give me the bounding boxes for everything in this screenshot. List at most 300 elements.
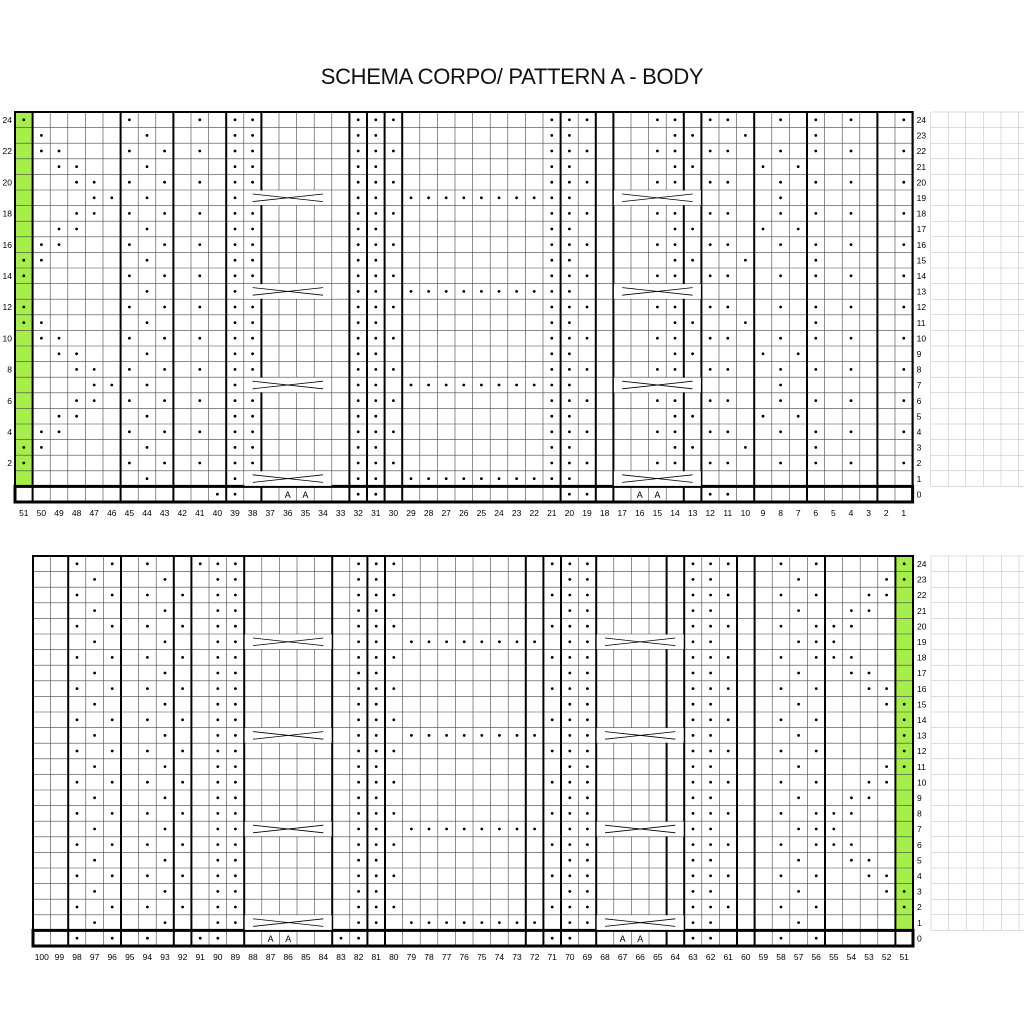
purl-dot xyxy=(533,290,536,293)
column-number: 77 xyxy=(441,952,452,962)
column-number: 80 xyxy=(389,952,399,962)
purl-dot xyxy=(692,625,695,628)
purl-dot xyxy=(850,625,853,628)
purl-dot xyxy=(22,446,25,449)
purl-dot xyxy=(146,196,149,199)
purl-dot xyxy=(146,165,149,168)
purl-dot xyxy=(146,937,149,940)
purl-dot xyxy=(885,781,888,784)
purl-dot xyxy=(726,399,729,402)
purl-dot xyxy=(164,672,167,675)
purl-dot xyxy=(568,118,571,121)
purl-dot xyxy=(93,196,96,199)
purl-dot xyxy=(480,640,483,643)
row-number-left: 8 xyxy=(7,364,12,375)
purl-dot xyxy=(234,796,237,799)
purl-dot xyxy=(885,765,888,768)
purl-dot xyxy=(93,578,96,581)
purl-dot xyxy=(198,368,201,371)
purl-dot xyxy=(234,734,237,737)
purl-dot xyxy=(234,150,237,153)
purl-dot xyxy=(814,446,817,449)
purl-dot xyxy=(357,196,360,199)
purl-dot xyxy=(726,368,729,371)
purl-dot xyxy=(868,874,871,877)
purl-dot xyxy=(727,750,730,753)
purl-dot xyxy=(850,609,853,612)
purl-dot xyxy=(850,243,853,246)
purl-dot xyxy=(216,781,219,784)
purl-dot xyxy=(375,921,378,924)
purl-dot xyxy=(234,118,237,121)
purl-dot xyxy=(902,274,905,277)
purl-dot xyxy=(181,906,184,909)
purl-dot xyxy=(75,368,78,371)
purl-dot xyxy=(850,212,853,215)
purl-dot xyxy=(709,118,712,121)
row-number-left: 24 xyxy=(2,115,12,125)
purl-dot xyxy=(850,859,853,862)
purl-dot xyxy=(40,243,43,246)
purl-dot xyxy=(357,430,360,433)
purl-dot xyxy=(251,399,254,402)
column-number: 41 xyxy=(195,508,205,518)
purl-dot xyxy=(550,290,553,293)
purl-dot xyxy=(586,890,589,893)
purl-dot xyxy=(850,399,853,402)
purl-dot xyxy=(445,477,448,480)
purl-dot xyxy=(814,274,817,277)
purl-dot xyxy=(709,462,712,465)
purl-dot xyxy=(93,384,96,387)
purl-dot xyxy=(674,212,677,215)
purl-dot xyxy=(410,921,413,924)
purl-dot xyxy=(163,274,166,277)
purl-dot xyxy=(533,196,536,199)
purl-dot xyxy=(234,399,237,402)
purl-dot xyxy=(656,243,659,246)
purl-dot xyxy=(410,640,413,643)
purl-dot xyxy=(357,906,360,909)
purl-dot xyxy=(692,765,695,768)
purl-dot xyxy=(76,718,79,721)
purl-dot xyxy=(251,118,254,121)
purl-dot xyxy=(234,703,237,706)
purl-dot xyxy=(709,337,712,340)
purl-dot xyxy=(216,687,219,690)
purl-dot xyxy=(586,430,589,433)
purl-dot xyxy=(868,859,871,862)
purl-dot xyxy=(199,562,202,565)
purl-dot xyxy=(374,446,377,449)
purl-dot xyxy=(568,274,571,277)
purl-dot xyxy=(216,594,219,597)
purl-dot xyxy=(111,937,114,940)
purl-dot xyxy=(392,594,395,597)
purl-dot xyxy=(814,306,817,309)
purl-dot xyxy=(691,228,694,231)
purl-dot xyxy=(392,462,395,465)
purl-dot xyxy=(357,181,360,184)
purl-dot xyxy=(586,750,589,753)
row-number-left: 18 xyxy=(2,208,12,219)
purl-dot xyxy=(903,765,906,768)
purl-dot xyxy=(868,796,871,799)
purl-dot xyxy=(216,937,219,940)
column-number: 96 xyxy=(107,952,117,962)
purl-dot xyxy=(234,181,237,184)
purl-dot xyxy=(410,384,413,387)
purl-dot xyxy=(762,352,765,355)
purl-dot xyxy=(410,196,413,199)
purl-dot xyxy=(462,384,465,387)
purl-dot xyxy=(58,352,61,355)
a-mark: A xyxy=(267,933,274,944)
column-number: 60 xyxy=(741,952,751,962)
purl-dot xyxy=(868,672,871,675)
purl-dot xyxy=(779,181,782,184)
purl-dot xyxy=(568,609,571,612)
column-number: 58 xyxy=(776,952,786,962)
purl-dot xyxy=(692,812,695,815)
column-number: 13 xyxy=(687,508,698,518)
row-number-right: 9 xyxy=(916,349,922,359)
purl-dot xyxy=(498,828,501,831)
column-number: 83 xyxy=(336,952,346,962)
purl-dot xyxy=(832,843,835,846)
purl-dot xyxy=(814,462,817,465)
purl-dot xyxy=(216,921,219,924)
column-number: 30 xyxy=(388,508,399,518)
purl-dot xyxy=(234,274,237,277)
purl-dot xyxy=(128,337,131,340)
purl-dot xyxy=(392,274,395,277)
purl-dot xyxy=(709,609,712,612)
row-number-right: 13 xyxy=(916,286,927,297)
purl-dot xyxy=(709,594,712,597)
purl-dot xyxy=(709,796,712,799)
purl-dot xyxy=(216,906,219,909)
purl-dot xyxy=(110,384,113,387)
purl-dot xyxy=(480,921,483,924)
purl-dot xyxy=(550,321,553,324)
purl-dot xyxy=(586,368,589,371)
setup-row-border xyxy=(15,486,913,502)
purl-dot xyxy=(709,150,712,153)
column-number: 12 xyxy=(705,508,715,518)
purl-dot xyxy=(375,578,378,581)
row-number-right: 18 xyxy=(917,652,927,663)
purl-dot xyxy=(568,594,571,597)
purl-dot xyxy=(674,181,677,184)
purl-dot xyxy=(392,874,395,877)
purl-dot xyxy=(234,165,237,168)
purl-dot xyxy=(375,812,378,815)
pattern-chart-bottom xyxy=(33,556,1024,962)
row-number-right: 0 xyxy=(917,933,922,944)
purl-dot xyxy=(251,446,254,449)
purl-dot xyxy=(709,843,712,846)
purl-dot xyxy=(111,656,114,659)
purl-dot xyxy=(181,656,184,659)
purl-dot xyxy=(797,796,800,799)
purl-dot xyxy=(726,337,729,340)
purl-dot xyxy=(779,368,782,371)
purl-dot xyxy=(551,781,554,784)
purl-dot xyxy=(375,703,378,706)
purl-dot xyxy=(392,399,395,402)
purl-dot xyxy=(586,337,589,340)
purl-dot xyxy=(357,134,360,137)
purl-dot xyxy=(111,625,114,628)
purl-dot xyxy=(234,578,237,581)
purl-dot xyxy=(902,430,905,433)
purl-dot xyxy=(75,399,78,402)
purl-dot xyxy=(76,843,79,846)
purl-dot xyxy=(586,609,589,612)
purl-dot xyxy=(445,384,448,387)
purl-dot xyxy=(656,430,659,433)
purl-dot xyxy=(692,890,695,893)
purl-dot xyxy=(234,446,237,449)
purl-dot xyxy=(568,337,571,340)
purl-dot xyxy=(375,796,378,799)
purl-dot xyxy=(357,750,360,753)
purl-dot xyxy=(357,890,360,893)
purl-dot xyxy=(22,259,25,262)
purl-dot xyxy=(22,321,25,324)
purl-dot xyxy=(234,656,237,659)
purl-dot xyxy=(463,734,466,737)
purl-dot xyxy=(374,477,377,480)
purl-dot xyxy=(374,212,377,215)
purl-dot xyxy=(656,118,659,121)
purl-dot xyxy=(357,562,360,565)
purl-dot xyxy=(76,656,79,659)
purl-dot xyxy=(780,562,783,565)
purl-dot xyxy=(850,796,853,799)
column-number: 73 xyxy=(512,952,522,962)
purl-dot xyxy=(234,765,237,768)
purl-dot xyxy=(76,594,79,597)
purl-dot xyxy=(568,196,571,199)
row-number-right: 14 xyxy=(917,715,927,725)
purl-dot xyxy=(779,306,782,309)
purl-dot xyxy=(392,306,395,309)
purl-dot xyxy=(392,150,395,153)
purl-dot xyxy=(586,874,589,877)
purl-dot xyxy=(568,228,571,231)
purl-dot xyxy=(815,781,818,784)
column-number: 65 xyxy=(653,952,663,962)
purl-dot xyxy=(374,290,377,293)
purl-dot xyxy=(779,337,782,340)
purl-dot xyxy=(692,656,695,659)
purl-dot xyxy=(234,828,237,831)
purl-dot xyxy=(234,134,237,137)
purl-dot xyxy=(427,477,430,480)
purl-dot xyxy=(357,781,360,784)
purl-dot xyxy=(568,384,571,387)
purl-dot xyxy=(691,446,694,449)
purl-dot xyxy=(568,399,571,402)
row-number-right: 8 xyxy=(917,808,922,819)
purl-dot xyxy=(850,843,853,846)
column-number: 45 xyxy=(124,508,135,518)
purl-dot xyxy=(251,150,254,153)
purl-dot xyxy=(375,781,378,784)
purl-dot xyxy=(357,625,360,628)
purl-dot xyxy=(709,578,712,581)
purl-dot xyxy=(146,687,149,690)
purl-dot xyxy=(779,399,782,402)
purl-dot xyxy=(146,843,149,846)
purl-dot xyxy=(550,165,553,168)
purl-dot xyxy=(814,212,817,215)
purl-dot xyxy=(832,625,835,628)
row-number-right: 5 xyxy=(917,855,922,866)
purl-dot xyxy=(357,921,360,924)
purl-dot xyxy=(216,796,219,799)
purl-dot xyxy=(480,828,483,831)
purl-dot xyxy=(815,718,818,721)
purl-dot xyxy=(146,352,149,355)
purl-dot xyxy=(498,921,501,924)
row-number-right: 24 xyxy=(916,115,927,125)
purl-dot xyxy=(374,134,377,137)
purl-dot xyxy=(93,921,96,924)
column-number: 70 xyxy=(565,952,575,962)
row-number-right: 18 xyxy=(916,208,927,219)
row-number-right: 3 xyxy=(916,442,922,453)
purl-dot xyxy=(885,594,888,597)
purl-dot xyxy=(374,118,377,121)
purl-dot xyxy=(815,625,818,628)
purl-dot xyxy=(93,734,96,737)
purl-dot xyxy=(146,594,149,597)
purl-dot xyxy=(533,734,536,737)
purl-dot xyxy=(357,812,360,815)
column-number: 18 xyxy=(599,508,610,518)
purl-dot xyxy=(780,594,783,597)
purl-dot xyxy=(550,118,553,121)
column-number: 68 xyxy=(600,952,610,962)
purl-dot xyxy=(779,384,782,387)
purl-dot xyxy=(850,656,853,659)
purl-dot xyxy=(902,399,905,402)
purl-dot xyxy=(568,165,571,168)
purl-dot xyxy=(691,352,694,355)
purl-dot xyxy=(568,562,571,565)
purl-dot xyxy=(902,462,905,465)
purl-dot xyxy=(586,578,589,581)
purl-dot xyxy=(656,274,659,277)
purl-dot xyxy=(815,828,818,831)
purl-dot xyxy=(234,687,237,690)
purl-dot xyxy=(586,672,589,675)
purl-dot xyxy=(674,430,677,433)
purl-dot xyxy=(586,765,589,768)
a-mark: A xyxy=(654,489,661,500)
purl-dot xyxy=(375,765,378,768)
purl-dot xyxy=(374,243,377,246)
purl-dot xyxy=(146,812,149,815)
purl-dot xyxy=(551,594,554,597)
purl-dot xyxy=(691,165,694,168)
purl-dot xyxy=(832,828,835,831)
purl-dot xyxy=(357,384,360,387)
purl-dot xyxy=(674,352,677,355)
purl-dot xyxy=(76,812,79,815)
purl-dot xyxy=(93,859,96,862)
purl-dot xyxy=(111,562,114,565)
purl-dot xyxy=(128,306,131,309)
purl-dot xyxy=(551,937,554,940)
a-mark: A xyxy=(619,933,626,944)
column-number: 71 xyxy=(547,952,557,962)
column-number: 51 xyxy=(19,508,29,518)
purl-dot xyxy=(498,734,501,737)
column-number: 85 xyxy=(301,952,311,962)
purl-dot xyxy=(410,290,413,293)
row-number-right: 4 xyxy=(916,427,922,437)
purl-dot xyxy=(374,228,377,231)
purl-dot xyxy=(198,274,201,277)
purl-dot xyxy=(568,734,571,737)
column-number: 86 xyxy=(283,952,293,962)
purl-dot xyxy=(22,306,25,309)
row-number-left: 10 xyxy=(2,333,12,344)
purl-dot xyxy=(357,259,360,262)
purl-dot xyxy=(164,828,167,831)
purl-dot xyxy=(726,462,729,465)
purl-dot xyxy=(568,243,571,246)
purl-dot xyxy=(251,243,254,246)
purl-dot xyxy=(744,321,747,324)
purl-dot xyxy=(868,609,871,612)
purl-dot xyxy=(75,212,78,215)
purl-dot xyxy=(216,493,219,496)
purl-dot xyxy=(568,672,571,675)
a-mark: A xyxy=(636,489,643,500)
purl-dot xyxy=(797,859,800,862)
purl-dot xyxy=(814,337,817,340)
purl-dot xyxy=(692,828,695,831)
purl-dot xyxy=(93,640,96,643)
a-mark: A xyxy=(285,933,292,944)
purl-dot xyxy=(674,321,677,324)
purl-dot xyxy=(568,462,571,465)
purl-dot xyxy=(392,718,395,721)
purl-dot xyxy=(550,196,553,199)
purl-dot xyxy=(181,750,184,753)
purl-dot xyxy=(674,415,677,418)
column-number: 47 xyxy=(89,508,99,518)
purl-dot xyxy=(726,243,729,246)
purl-dot xyxy=(234,921,237,924)
purl-dot xyxy=(357,609,360,612)
purl-dot xyxy=(146,477,149,480)
column-number: 64 xyxy=(670,952,681,962)
purl-dot xyxy=(374,384,377,387)
purl-dot xyxy=(164,578,167,581)
purl-dot xyxy=(234,562,237,565)
purl-dot xyxy=(674,259,677,262)
purl-dot xyxy=(568,890,571,893)
purl-dot xyxy=(198,306,201,309)
purl-dot xyxy=(568,828,571,831)
purl-dot xyxy=(357,274,360,277)
